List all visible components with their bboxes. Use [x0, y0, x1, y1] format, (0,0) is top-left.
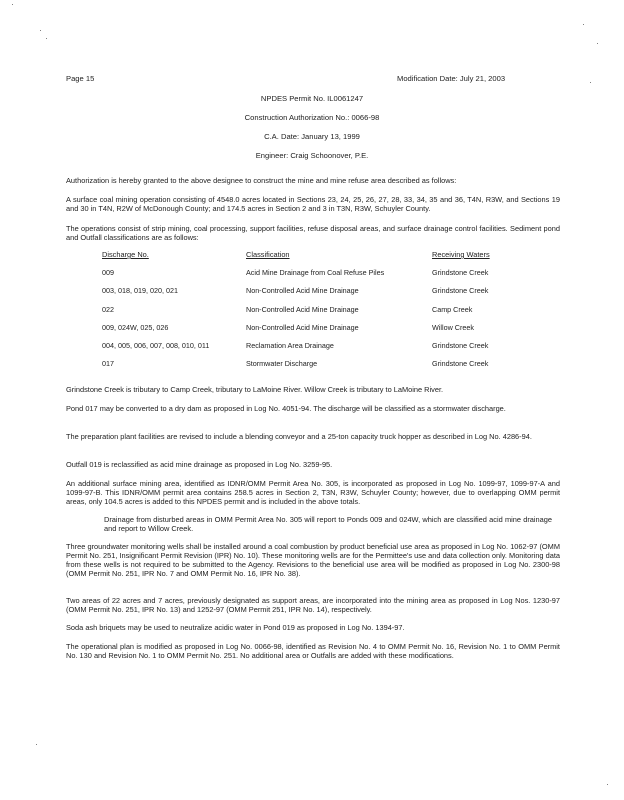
scan-speck [46, 38, 47, 39]
scan-speck [590, 82, 591, 83]
receiving-waters-cell: Grindstone Creek [432, 359, 489, 368]
groundwater-monitoring-paragraph: Three groundwater monitoring wells shall be installed around a coal combustion by product beneficial use area as proposed in Log No. 1062-97 (OMM Permit No. 251, Insignificant Permit Revision (IPR) No. 10). These monitoring wells are for the Permittee's use and data collection only. Monitoring data from these wells is not required to be submitted to the Agency. Revisions to the beneficial use area will be modified as proposed in Log No. 2300-98 (OMM Permit No. 251, IPR No. 7 and OMM Permit No. 16, IPR No. 38). [66, 542, 560, 578]
mining-area-paragraph: A surface coal mining operation consisting of 4548.0 acres located in Sections 23, 24, 25, 26, 27, 28, 33, 34, 35 and 36, T4N, R3W, and Sections 19 and 30 in T4N, R2W of McDonough County; and 174.5 acres in Section 2 and 3 in T3N, R3W, Schuyler County. [66, 195, 560, 213]
discharge-cell: 004, 005, 006, 007, 008, 010, 011 [102, 341, 210, 350]
discharge-cell: 009 [102, 268, 114, 277]
authorization-paragraph: Authorization is hereby granted to the above designee to construct the mine and mine refuse area described as follows: [66, 176, 457, 185]
classification-cell: Non-Controlled Acid Mine Drainage [246, 323, 359, 332]
receiving-waters-cell: Grindstone Creek [432, 268, 489, 277]
engineer: Engineer: Craig Schoonover, P.E. [255, 151, 369, 160]
drainage-indented-paragraph: Drainage from disturbed areas in OMM Permit Area No. 305 will report to Ponds 009 and 024W, which are classified acid mine drainage and report to Willow Creek. [104, 515, 552, 533]
modification-date: Modification Date: July 21, 2003 [397, 74, 506, 83]
operations-paragraph: The operations consist of strip mining, coal processing, support facilities, refuse disposal areas, and surface drainage control facilities. Sediment pond and Outfall classifications are as follows: [66, 224, 560, 242]
classification-cell: Stormwater Discharge [246, 359, 318, 368]
scan-speck [12, 4, 13, 5]
classification-cell: Acid Mine Drainage from Coal Refuse Piles [246, 268, 385, 277]
scan-speck [607, 784, 608, 785]
outfall-019-paragraph: Outfall 019 is reclassified as acid mine drainage as proposed in Log No. 3259-95. [66, 460, 333, 469]
table-row [0, 286, 624, 296]
classification-cell: Non-Controlled Acid Mine Drainage [246, 305, 359, 314]
support-areas-paragraph: Two areas of 22 acres and 7 acres, previously designated as support areas, are incorporated into the mining area as proposed in Log Nos. 1230-97 (OMM Permit No. 251, IPR No. 13) and 1252-97 (OMM Permit 251, IPR No. 14), respectively. [66, 596, 560, 614]
table-row [0, 341, 624, 351]
operational-plan-paragraph: The operational plan is modified as proposed in Log No. 0066-98, identified as Revision No. 4 to OMM Permit No. 16, Revision No. 1 to OMM Permit No. 130 and Revision No. 1 to OMM Permit No. 251. No additional area or Outfalls are added with these modifications. [66, 642, 560, 660]
pond-017-paragraph: Pond 017 may be converted to a dry dam as proposed in Log No. 4051-94. The discharge will be classified as a stormwater discharge. [66, 404, 506, 413]
ca-date: C.A. Date: January 13, 1999 [264, 132, 360, 141]
discharge-cell: 003, 018, 019, 020, 021 [102, 286, 178, 295]
table-header-classification: Classification [246, 250, 290, 259]
page-number: Page 15 [66, 74, 95, 83]
soda-ash-paragraph: Soda ash briquets may be used to neutralize acidic water in Pond 019 as proposed in Log No. 1394-97. [66, 623, 405, 632]
table-header-receiving-waters: Receiving Waters [432, 250, 490, 259]
receiving-waters-cell: Camp Creek [432, 305, 473, 314]
construction-authorization: Construction Authorization No.: 0066-98 [244, 113, 380, 122]
tributary-paragraph: Grindstone Creek is tributary to Camp Creek, tributary to LaMoine River. Willow Creek is tributary to LaMoine River. [66, 385, 444, 394]
classification-cell: Reclamation Area Drainage [246, 341, 334, 350]
table-row [0, 323, 624, 333]
permit-number: NPDES Permit No. IL0061247 [260, 94, 364, 103]
discharge-cell: 009, 024W, 025, 026 [102, 323, 169, 332]
scan-speck [597, 43, 598, 44]
receiving-waters-cell: Grindstone Creek [432, 286, 489, 295]
table-row [0, 268, 624, 278]
additional-mining-area-paragraph: An additional surface mining area, identified as IDNR/OMM Permit Area No. 305, is incorporated as proposed in Log No. 1099-97, 1099-97-A and 1099-97-B. This IDNR/OMM permit area contains 258.5 acres in Section 2, T3N, R3W, Schuyler County; however, due to overlapping OMM permit areas, only 104.5 acres is added to this NPDES permit and is included in the above totals. [66, 479, 560, 506]
receiving-waters-cell: Willow Creek [432, 323, 474, 332]
table-row [0, 359, 624, 369]
preparation-plant-paragraph: The preparation plant facilities are revised to include a blending conveyor and a 25-ton capacity truck hopper as described in Log No. 4286-94. [66, 432, 532, 441]
discharge-cell: 022 [102, 305, 114, 314]
scan-speck [36, 744, 37, 745]
scan-speck [583, 24, 584, 25]
scan-speck [40, 30, 41, 31]
discharge-cell: 017 [102, 359, 114, 368]
table-row [0, 305, 624, 315]
classification-cell: Non-Controlled Acid Mine Drainage [246, 286, 359, 295]
receiving-waters-cell: Grindstone Creek [432, 341, 489, 350]
table-header-discharge: Discharge No. [102, 250, 149, 259]
